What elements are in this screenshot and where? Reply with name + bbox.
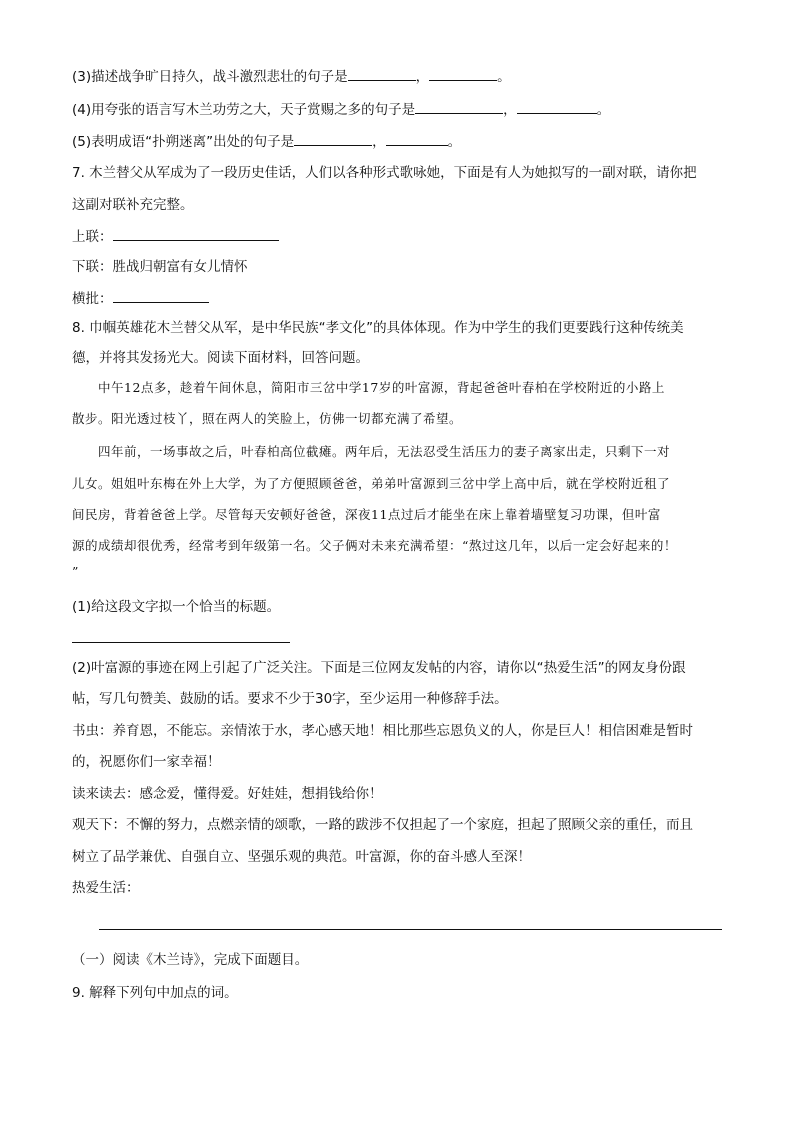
reply-label: 热爱生活：	[72, 880, 140, 896]
question-8-prompt-line-1: 8. 巾帼英雄花木兰替父从军，是中华民族“孝文化”的具体体现。作为中学生的我们更要践行这种传统美	[72, 320, 684, 336]
separator: ，	[372, 134, 386, 150]
post-observer-line-1: 观天下：不懈的努力，点燃亲情的颂歌，一路的跋涉不仅担起了一个家庭，担起了照顾父亲的重任，而且	[72, 817, 693, 833]
excerpt-line: 儿女。姐姐叶东梅在外上大学，为了方便照顾爸爸，弟弟叶富源到三岔中学上高中后，就在学校附近租了	[72, 476, 671, 491]
answer-blank[interactable]	[415, 99, 503, 114]
excerpt-line: ”	[72, 564, 79, 579]
period: 。	[447, 134, 462, 150]
period: 。	[596, 102, 611, 118]
item-5-text: (5)表明成语“扑朔迷离”出处的句子是	[72, 134, 295, 150]
answer-blank[interactable]	[517, 99, 597, 114]
excerpt-line: 中午12点多，趁着午间休息，简阳市三岔中学17岁的叶富源，背起爸爸叶春柏在学校附近的小路上	[72, 380, 665, 395]
item-3-text: (3)描述战争旷日持久，战斗激烈悲壮的句子是	[72, 69, 348, 85]
reply-answer-line[interactable]	[99, 929, 722, 930]
post-bookworm-line-1: 书虫：养育恩，不能忘。亲情浓于水，孝心感天地！相比那些忘恩负义的人，你是巨人！相信困难是暂时	[72, 723, 693, 739]
couplet-horizontal-label: 横批：	[72, 291, 113, 307]
excerpt-line: 间民房，背着爸爸上学。尽管每天安顿好爸爸，深夜11点过后才能坐在床上靠着墙壁复习功课，但叶富	[72, 507, 661, 522]
title-answer-line[interactable]	[72, 642, 290, 643]
question-7-prompt-line-2: 这副对联补充完整。	[72, 197, 194, 213]
post-reader: 读来读去：感念爱，懂得爱。好娃娃，想捐钱给你！	[72, 786, 383, 802]
excerpt-line: 散步。阳光透过枝丫，照在两人的笑脸上，仿佛一切都充满了希望。	[72, 411, 463, 426]
couplet-lower: 下联：胜战归朝富有女儿情怀	[72, 259, 248, 275]
sub-question-2-line-1: (2)叶富源的事迹在网上引起了广泛关注。下面是三位网友发帖的内容，请你以“热爱生活”的网友身份跟	[72, 660, 686, 676]
section-heading: （一）阅读《木兰诗》，完成下面题目。	[72, 952, 309, 968]
question-6-item-4	[72, 99, 610, 120]
post-bookworm-line-2: 的，祝愿你们一家幸福！	[72, 754, 221, 770]
answer-blank[interactable]	[294, 131, 372, 146]
sub-question-1: (1)给这段文字拟一个恰当的标题。	[72, 599, 281, 615]
excerpt-line: 源的成绩却很优秀，经常考到年级第一名。父子俩对未来充满希望：“熬过这几年，以后一定会好起来的！	[72, 538, 677, 553]
question-8-prompt-line-2: 德，并将其发扬光大。阅读下面材料，回答问题。	[72, 350, 369, 366]
question-6-item-5	[72, 131, 461, 152]
post-observer-line-2: 树立了品学兼优、自强自立、坚强乐观的典范。叶富源，你的奋斗感人至深！	[72, 849, 531, 865]
question-6-item-3	[72, 66, 511, 87]
excerpt-line: 四年前，一场事故之后，叶春柏高位截瘫。两年后，无法忍受生活压力的妻子离家出走，只剩下一对	[72, 444, 671, 459]
item-4-text: (4)用夸张的语言写木兰功劳之大，天子赏赐之多的句子是	[72, 102, 416, 118]
answer-blank[interactable]	[348, 66, 416, 81]
period: 。	[497, 69, 511, 85]
separator: ，	[415, 69, 430, 85]
couplet-upper-blank[interactable]	[113, 226, 279, 241]
answer-blank[interactable]	[429, 66, 497, 81]
couplet-horizontal	[72, 288, 209, 309]
question-9-prompt: 9. 解释下列句中加点的词。	[72, 985, 238, 1001]
sub-question-2-line-2: 帖，写几句赞美、鼓励的话。要求不少于30字，至少运用一种修辞手法。	[72, 691, 508, 707]
answer-blank[interactable]	[386, 131, 448, 146]
couplet-horizontal-blank[interactable]	[113, 288, 209, 303]
couplet-upper	[72, 226, 279, 247]
question-7-prompt-line-1: 7. 木兰替父从军成为了一段历史佳话，人们以各种形式歌咏她，下面是有人为她拟写的一副对联，请你把	[72, 165, 697, 181]
couplet-upper-label: 上联：	[72, 229, 113, 245]
separator: ，	[503, 102, 517, 118]
